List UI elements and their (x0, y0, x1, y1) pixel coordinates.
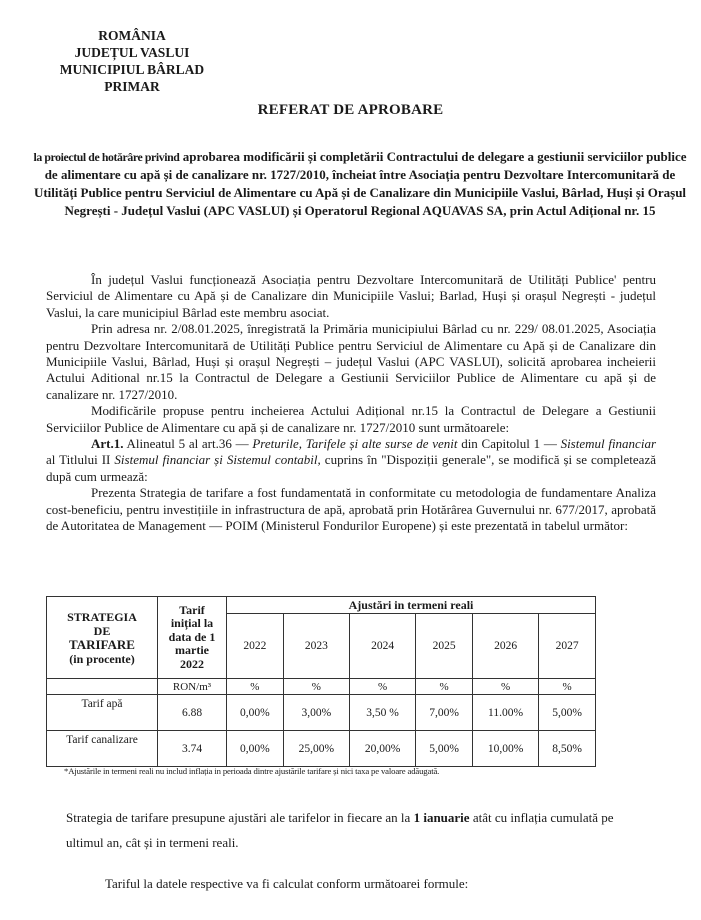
unit-percent: % (472, 679, 538, 695)
year-header: 2025 (416, 614, 473, 679)
row-label: Tarif canalizare (47, 731, 158, 767)
year-header: 2022 (227, 614, 284, 679)
unit-percent: % (349, 679, 415, 695)
table-row (47, 731, 596, 767)
date-emphasis: 1 ianuarie (413, 810, 470, 825)
adjustment-value: 10,00% (472, 731, 538, 767)
adjustment-value: 25,00% (283, 731, 349, 767)
adjustment-value: 5,00% (416, 731, 473, 767)
header-county: JUDEȚUL VASLUI (74, 45, 190, 60)
document-body (46, 272, 656, 535)
initial-tariff-value: 6.88 (158, 695, 227, 731)
unit-ron: RON/m³ (158, 679, 227, 695)
unit-percent: % (227, 679, 284, 695)
year-header: 2026 (472, 614, 538, 679)
row-label: Tarif apă (47, 695, 158, 731)
initial-tariff-header: Tarif inițial la data de 1 martie 2022 (158, 597, 227, 679)
year-header: 2024 (349, 614, 415, 679)
paragraph-formula-intro: Tariful la datele respective va fi calculat conform următoarei formule: (105, 876, 469, 891)
year-header: 2027 (539, 614, 596, 679)
adjustment-value: 0,00% (227, 695, 284, 731)
real-terms-adjustments-header: Ajustări in termeni reali (227, 597, 596, 614)
paragraph-modifications: Modificările propuse pentru incheierea Actului Adițional nr.15 la Contractul de Delegare a Gestiunii Serviciilor Publice de Alimentare cu apă și de canalizare nr. 1727/2010 sunt următoarele: (46, 403, 656, 435)
document-title: REFERAT DE APROBARE (257, 102, 444, 118)
table-row (47, 695, 596, 731)
header-mayor: PRIMAR (104, 79, 160, 94)
adjustment-value: 20,00% (349, 731, 415, 767)
tariff-strategy-table-wrapper (46, 596, 596, 767)
unit-percent: % (283, 679, 349, 695)
header-municipality: MUNICIPIUL BÂRLAD (59, 62, 205, 77)
paragraph-request: Prin adresa nr. 2/08.01.2025, înregistrată la Primăria municipiului Bârlad cu nr. 229/ 08.01.2025, Asociația pentru Dezvoltare Intercomunitară de Utilități Publice pentru Serviciul de Alimentare cu Apă și de Canalizare din Municipiile Vaslui, Bârlad, Huși și orașul Negrești – județul Vaslui (APC VASLUI), solicită aprobarea incheierii Actului Aditional nr.15 la Contractul de Delegare a Gestiunii Serviciilor Publice de Alimentare cu apă și de canalizare nr. 1727/2010. (46, 321, 656, 402)
paragraph-article-1: Art.1. Alineatul 5 al art.36 — Preturile, Tarifele și alte surse de venit din Capitolul 1 — Sistemul financiar al Titlului II Sistemul financiar și Sistemul contabil, cuprins în "Dispoziții generale", se modifică și se completează după cum urmează: (46, 436, 656, 484)
adjustment-value: 0,00% (227, 731, 284, 767)
initial-tariff-value: 3.74 (158, 731, 227, 767)
unit-percent: % (416, 679, 473, 695)
tariff-strategy-table (46, 596, 596, 767)
table-footnote: *Ajustările in termeni reali nu includ inflația in perioada dintre ajustările tarifare și nici taxa pe valoare adăugată. (64, 766, 440, 776)
adjustment-value: 5,00% (539, 695, 596, 731)
unit-percent: % (539, 679, 596, 695)
article-label: Art.1. (91, 436, 124, 452)
strategy-header: STRATEGIA DE TARIFARE (in procente) (47, 597, 158, 679)
adjustment-value: 3,00% (283, 695, 349, 731)
subject-text: aprobarea modificării și completării Contractului de delegare a gestiunii serviciilor publice de alimentare cu apă și de canalizare nr. 1727/2010, încheiat între Asociația pentru Dezvoltare Intercomunitară de Utilități Publice pentru Serviciul de Alimentare cu Apă și de Canalizare din Municipiile Vaslui, Bârlad, Huși și Orașul Negrești - Județul Vaslui (APC VASLUI) și Operatorul Regional AQUAVAS SA, prin Actul Adițional nr. 15 (33, 149, 687, 218)
adjustment-value: 11.00% (472, 695, 538, 731)
adjustment-value: 3,50 % (349, 695, 415, 731)
document-header (22, 27, 242, 95)
header-country: ROMÂNIA (98, 28, 166, 43)
adjustment-value: 7,00% (416, 695, 473, 731)
year-header: 2023 (283, 614, 349, 679)
paragraph-association: În județul Vaslui funcționează Asociația pentru Dezvoltare Intercomunitară de Utilități Publice' pentru Serviciul de Alimentare cu Apă și de Canalizare din Municipiile Vaslui; Barlad, Huși și orașul Negrești - județul Vaslui, la care municipiul Bârlad este membru asociat. (46, 272, 656, 320)
subject-lead: la proiectul de hotărâre privind (33, 150, 180, 164)
paragraph-adjustment-schedule: Strategia de tarifare presupune ajustări ale tarifelor in fiecare an la 1 ianuarie atât cu inflația cumulată pe ultimul an, cât și in termeni reali. (66, 810, 614, 850)
document-subject (30, 148, 690, 220)
paragraph-strategy: Prezenta Strategia de tarifare a fost fundamentată in conformitate cu metodologia de fundamentare Analiza cost-beneficiu, pentru investițiile in infrastructura de apă, aprobată prin Hotărârea Guvernului nr. 677/2017, aprobată de Autoritatea de Management — POIM (Ministerul Fondurilor Europene) și este prezentată in tabelul următor: (46, 485, 656, 534)
adjustment-value: 8,50% (539, 731, 596, 767)
unit-cell (47, 679, 158, 695)
